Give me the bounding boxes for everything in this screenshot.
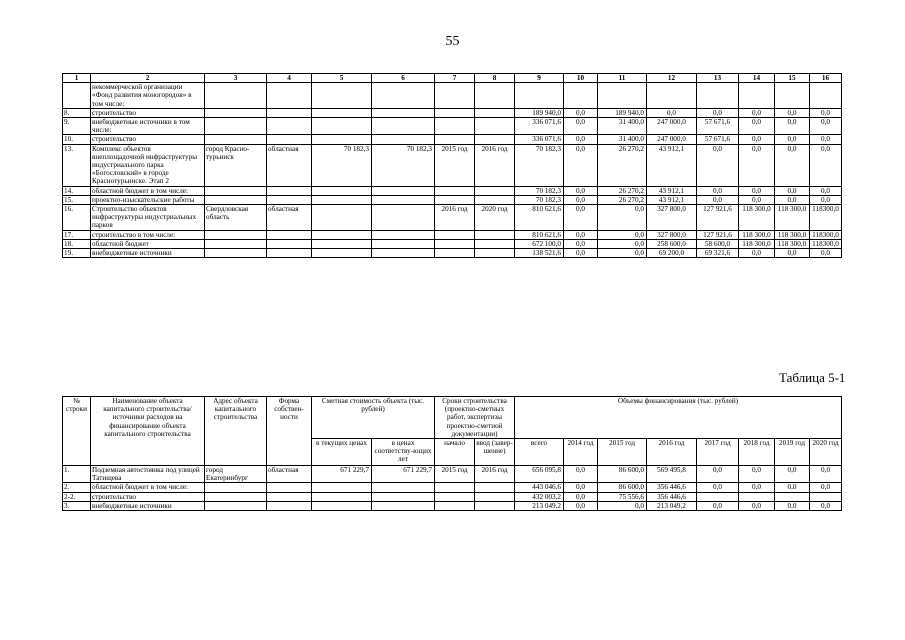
- table-cell: 26 270,2: [598, 144, 647, 186]
- table-cell: 1.: [63, 466, 91, 483]
- table-cell: 2-2.: [63, 492, 91, 501]
- table-row: [63, 230, 842, 239]
- table-cell: [205, 483, 267, 492]
- table-cell: областная: [267, 466, 312, 483]
- table-cell: [435, 118, 475, 135]
- table-cell: 656 095,8: [515, 466, 564, 483]
- table-cell: [435, 230, 475, 239]
- table-cell: [435, 249, 475, 258]
- table-row: [63, 249, 842, 258]
- table-cell: областная: [267, 205, 312, 231]
- table-cell: [435, 195, 475, 204]
- table-cell: 0,0: [697, 108, 739, 117]
- table-cell: [312, 108, 372, 117]
- header-year: 2018 год: [739, 439, 775, 466]
- table-cell: 0,0: [739, 186, 775, 195]
- table-cell: [205, 83, 267, 109]
- table-cell: 0,0: [810, 249, 842, 258]
- header-year: 2014 год: [564, 439, 598, 466]
- table-cell: 118 300,0: [739, 205, 775, 231]
- table-cell: [475, 230, 515, 239]
- table-cell: 0,0: [697, 144, 739, 186]
- table-cell: внебюджетные источники: [91, 249, 205, 258]
- table-cell: 0,0: [564, 249, 598, 258]
- table-cell: 118 300,0: [739, 230, 775, 239]
- table-row: [63, 144, 842, 186]
- table-cell: 0,0: [739, 195, 775, 204]
- table-cell: 0,0: [775, 466, 810, 483]
- table-cell: [435, 135, 475, 144]
- table-cell: 0,0: [810, 118, 842, 135]
- table-cell: 569 495,8: [647, 466, 697, 483]
- table-cell: [205, 186, 267, 195]
- table-cell: 0,0: [775, 501, 810, 510]
- table-cell: 0,0: [810, 135, 842, 144]
- table-cell: [372, 230, 435, 239]
- table-cell: 0,0: [564, 501, 598, 510]
- table-cell: внебюджетные источники: [91, 501, 205, 510]
- table-cell: 26 270,2: [598, 186, 647, 195]
- table-cell: [312, 249, 372, 258]
- table-cell: некоммерческой организации «Фонд развития моногородов» в том числе:: [91, 83, 205, 109]
- table-cell: 0,0: [598, 501, 647, 510]
- table-cell: 70 182,3: [515, 144, 564, 186]
- header-year: 2019 год: [775, 439, 810, 466]
- column-number: 13: [697, 74, 739, 83]
- table-cell: 127 921,6: [697, 205, 739, 231]
- table-cell: 18.: [63, 239, 91, 248]
- table-cell: 0,0: [739, 501, 775, 510]
- table-cell: [515, 83, 564, 109]
- table-cell: [435, 83, 475, 109]
- table-cell: 0,0: [810, 186, 842, 195]
- table-cell: [205, 108, 267, 117]
- table-cell: 10.: [63, 135, 91, 144]
- table-cell: 86 600,0: [598, 483, 647, 492]
- table-cell: 2.: [63, 483, 91, 492]
- table-row: [63, 501, 842, 510]
- table-cell: 0,0: [564, 118, 598, 135]
- table-cell: [372, 239, 435, 248]
- table-cell: 69 321,6: [697, 249, 739, 258]
- table-cell: 0,0: [775, 249, 810, 258]
- table-cell: 2016 год: [435, 205, 475, 231]
- table-cell: строительство: [91, 108, 205, 117]
- table-cell: [435, 501, 475, 510]
- table-row: [63, 83, 842, 109]
- table-cell: город Екатеринбург: [205, 466, 267, 483]
- header-start: начало: [435, 439, 475, 466]
- table-cell: 0,0: [564, 135, 598, 144]
- table-row: [63, 108, 842, 117]
- table-cell: 247 000,0: [647, 118, 697, 135]
- table-cell: 86 600,0: [598, 466, 647, 483]
- table-cell: [312, 135, 372, 144]
- table-cell: [739, 492, 775, 501]
- table-cell: [475, 249, 515, 258]
- table-cell: 0,0: [810, 466, 842, 483]
- table-cell: 70 182,3: [372, 144, 435, 186]
- table-cell: 43 912,1: [647, 144, 697, 186]
- table-cell: [475, 239, 515, 248]
- table-cell: город Красно-турьинск: [205, 144, 267, 186]
- column-number: 2: [91, 74, 205, 83]
- table-cell: [267, 501, 312, 510]
- table-row: [63, 186, 842, 195]
- table-cell: областной бюджет в том числе:: [91, 186, 205, 195]
- column-number: 12: [647, 74, 697, 83]
- table-cell: [435, 239, 475, 248]
- table-cell: 14.: [63, 186, 91, 195]
- table-cell: 15.: [63, 195, 91, 204]
- table-cell: 0,0: [775, 483, 810, 492]
- table-cell: [475, 118, 515, 135]
- table-cell: областной бюджет: [91, 239, 205, 248]
- table-cell: 0,0: [697, 501, 739, 510]
- column-number: 8: [475, 74, 515, 83]
- table-cell: [810, 83, 842, 109]
- table-cell: [475, 492, 515, 501]
- header-address: Адрес объекта капитального строительства: [205, 397, 267, 466]
- table-row: [63, 135, 842, 144]
- table-cell: 0,0: [810, 108, 842, 117]
- table-row: [63, 118, 842, 135]
- table-cell: [312, 195, 372, 204]
- table-cell: 0,0: [564, 483, 598, 492]
- table-cell: 0,0: [598, 239, 647, 248]
- table-cell: 0,0: [739, 249, 775, 258]
- table-cell: [372, 118, 435, 135]
- table-cell: 0,0: [564, 186, 598, 195]
- table-cell: [372, 195, 435, 204]
- table-cell: 672 100,0: [515, 239, 564, 248]
- table-cell: 0,0: [564, 195, 598, 204]
- table-cell: 75 556,6: [598, 492, 647, 501]
- table-cell: [205, 249, 267, 258]
- table-cell: 70 182,3: [515, 186, 564, 195]
- table-cell: [267, 186, 312, 195]
- table-cell: [475, 483, 515, 492]
- table-row: [63, 205, 842, 231]
- table-cell: 258 600,0: [647, 239, 697, 248]
- table-cell: 0,0: [810, 483, 842, 492]
- column-number: 15: [775, 74, 810, 83]
- table-cell: 0,0: [564, 108, 598, 117]
- table-cell: 0,0: [775, 195, 810, 204]
- header-cost-current: в текущих ценах: [312, 439, 372, 466]
- table-cell: [312, 230, 372, 239]
- table-cell: 138 521,6: [515, 249, 564, 258]
- table-cell: [312, 83, 372, 109]
- table-cell: [63, 83, 91, 109]
- column-number: 14: [739, 74, 775, 83]
- table-cell: [205, 135, 267, 144]
- table-cell: 2016 год: [475, 466, 515, 483]
- table-cell: [697, 492, 739, 501]
- table-cell: [739, 83, 775, 109]
- table-cell: строительство в том числе:: [91, 230, 205, 239]
- table-cell: 0,0: [564, 144, 598, 186]
- table-cell: 58 600,0: [697, 239, 739, 248]
- header-cost-relevant: в ценах соответству-ющих лет: [372, 439, 435, 466]
- table-cell: Строительство объектов инфраструктуры индустриальных парков: [91, 205, 205, 231]
- table-row: [63, 195, 842, 204]
- table-cell: 118 300,0: [775, 230, 810, 239]
- table-cell: 0,0: [598, 230, 647, 239]
- table-cell: 810 621,6: [515, 205, 564, 231]
- table-cell: 43 912,1: [647, 195, 697, 204]
- table-cell: [372, 483, 435, 492]
- table-cell: [372, 492, 435, 501]
- table-cell: 336 071,6: [515, 118, 564, 135]
- table-cell: [205, 195, 267, 204]
- table-cell: 118 300,0: [775, 239, 810, 248]
- table-cell: [205, 239, 267, 248]
- column-number: 3: [205, 74, 267, 83]
- table-cell: 127 921,6: [697, 230, 739, 239]
- table-cell: [312, 118, 372, 135]
- table-cell: [372, 501, 435, 510]
- table-cell: [475, 501, 515, 510]
- table-cell: 0,0: [810, 195, 842, 204]
- header-commission: ввод (завер-шение): [475, 439, 515, 466]
- column-number-row: [63, 74, 842, 83]
- table-cell: 671 229,7: [372, 466, 435, 483]
- table-cell: [475, 195, 515, 204]
- table-cell: 17.: [63, 230, 91, 239]
- table-cell: 0,0: [775, 118, 810, 135]
- table-cell: [435, 483, 475, 492]
- table-cell: проектно-изыскательские работы: [91, 195, 205, 204]
- table-cell: строительство: [91, 492, 205, 501]
- table-cell: [267, 492, 312, 501]
- table-cell: [372, 205, 435, 231]
- table-cell: 8.: [63, 108, 91, 117]
- table-cell: 13.: [63, 144, 91, 186]
- table-cell: 26 270,2: [598, 195, 647, 204]
- table-cell: 0,0: [739, 483, 775, 492]
- table-cell: 356 446,6: [647, 483, 697, 492]
- table-cell: 0,0: [739, 466, 775, 483]
- table-cell: [267, 239, 312, 248]
- table-cell: 43 912,1: [647, 186, 697, 195]
- table-cell: областная: [267, 144, 312, 186]
- table-row: [63, 483, 842, 492]
- table-cell: [372, 186, 435, 195]
- header-year: 2017 год: [697, 439, 739, 466]
- capital-construction-table: [62, 396, 842, 511]
- table-cell: [647, 83, 697, 109]
- table-cell: [775, 492, 810, 501]
- table-cell: [312, 239, 372, 248]
- table-cell: [267, 249, 312, 258]
- table-cell: 213 049,2: [515, 501, 564, 510]
- column-number: 11: [598, 74, 647, 83]
- table-cell: [267, 118, 312, 135]
- table-cell: 0,0: [697, 466, 739, 483]
- header-funding: Объемы финансирования (тыс. рублей): [515, 397, 842, 439]
- table-cell: 2015 год: [435, 144, 475, 186]
- table-cell: [435, 108, 475, 117]
- table-cell: [267, 83, 312, 109]
- table-cell: 810 621,6: [515, 230, 564, 239]
- table-cell: [312, 205, 372, 231]
- table-cell: 16.: [63, 205, 91, 231]
- table-cell: 0,0: [810, 144, 842, 186]
- table-cell: 70 182,3: [312, 144, 372, 186]
- column-number: 5: [312, 74, 372, 83]
- table-cell: 0,0: [739, 144, 775, 186]
- table-header-row: [63, 397, 842, 439]
- table-cell: 2015 год: [435, 466, 475, 483]
- table-cell: 69 200,0: [647, 249, 697, 258]
- table-cell: 0,0: [564, 239, 598, 248]
- table-cell: 118300,0: [810, 239, 842, 248]
- table-cell: 31 400,0: [598, 118, 647, 135]
- table-cell: 118 300,0: [775, 205, 810, 231]
- table-cell: 118 300,0: [739, 239, 775, 248]
- table-cell: [475, 83, 515, 109]
- table-cell: [810, 492, 842, 501]
- continuation-table: [62, 73, 842, 258]
- table-cell: 247 000,0: [647, 135, 697, 144]
- table-cell: [312, 492, 372, 501]
- header-year: 2015 год: [598, 439, 647, 466]
- table-cell: [775, 83, 810, 109]
- table-cell: [205, 492, 267, 501]
- table-cell: [475, 135, 515, 144]
- table-cell: Свердловская область: [205, 205, 267, 231]
- table-cell: 57 671,6: [697, 118, 739, 135]
- header-year: 2020 год: [810, 439, 842, 466]
- table-cell: 118300,0: [810, 205, 842, 231]
- table-cell: [564, 83, 598, 109]
- header-object-name: Наименование объекта капитального строительства/ источники расходов на финансирование объекта капитального строительства: [91, 397, 205, 466]
- table-cell: Комплекс объектов внеплощадочной инфраструктуры индустриального парка «Богословский» в городе Краснотурьинске. Этап 2: [91, 144, 205, 186]
- table-cell: 57 671,6: [697, 135, 739, 144]
- table-cell: [475, 186, 515, 195]
- header-row-number: № строки: [63, 397, 91, 466]
- column-number: 16: [810, 74, 842, 83]
- table-cell: 0,0: [598, 249, 647, 258]
- table-cell: областной бюджет в том числе:: [91, 483, 205, 492]
- column-number: 9: [515, 74, 564, 83]
- table-row: [63, 492, 842, 501]
- column-number: 10: [564, 74, 598, 83]
- table-cell: 443 046,6: [515, 483, 564, 492]
- table-cell: [372, 83, 435, 109]
- table-cell: 0,0: [810, 501, 842, 510]
- header-total: всего: [515, 439, 564, 466]
- table-cell: 0,0: [739, 118, 775, 135]
- table-cell: 0,0: [739, 135, 775, 144]
- table-cell: 0,0: [775, 108, 810, 117]
- table-cell: 356 446,6: [647, 492, 697, 501]
- table-cell: [205, 118, 267, 135]
- table-cell: 189 940,0: [598, 108, 647, 117]
- table-cell: [435, 186, 475, 195]
- table-cell: [205, 501, 267, 510]
- table-cell: [435, 492, 475, 501]
- table-cell: 0,0: [598, 205, 647, 231]
- table-cell: [267, 230, 312, 239]
- table-cell: 31 400,0: [598, 135, 647, 144]
- table-cell: 9.: [63, 118, 91, 135]
- table-cell: 19.: [63, 249, 91, 258]
- table-cell: [475, 108, 515, 117]
- table-cell: 327 800,0: [647, 230, 697, 239]
- table-row: [63, 239, 842, 248]
- table-row: [63, 466, 842, 483]
- table-cell: 0,0: [647, 108, 697, 117]
- column-number: 4: [267, 74, 312, 83]
- column-number: 6: [372, 74, 435, 83]
- table-cell: 118300,0: [810, 230, 842, 239]
- table-cell: [697, 83, 739, 109]
- table-cell: [312, 186, 372, 195]
- table-cell: [372, 108, 435, 117]
- table-cell: [312, 483, 372, 492]
- table-cell: [598, 83, 647, 109]
- table-cell: [267, 108, 312, 117]
- table-cell: [267, 483, 312, 492]
- header-estimated-cost: Сметная стоимость объекта (тыс. рублей): [312, 397, 435, 439]
- table-cell: 0,0: [564, 205, 598, 231]
- table-cell: 327 800,0: [647, 205, 697, 231]
- table-cell: 0,0: [775, 144, 810, 186]
- header-ownership: Форма собствен-ности: [267, 397, 312, 466]
- table-cell: 3.: [63, 501, 91, 510]
- table-cell: 0,0: [564, 466, 598, 483]
- table-cell: 0,0: [564, 492, 598, 501]
- table-cell: 0,0: [564, 230, 598, 239]
- table-cell: [372, 249, 435, 258]
- table-cell: [267, 195, 312, 204]
- table-cell: 0,0: [739, 108, 775, 117]
- page-number: 55: [445, 34, 460, 49]
- table-cell: 432 003,2: [515, 492, 564, 501]
- table-cell: Подземная автостоянка под улицей Татищева: [91, 466, 205, 483]
- column-number: 7: [435, 74, 475, 83]
- table-cell: 0,0: [697, 483, 739, 492]
- table-cell: 0,0: [775, 186, 810, 195]
- table-cell: 189 940,0: [515, 108, 564, 117]
- table-cell: внебюджетные источники в том числе:: [91, 118, 205, 135]
- table-cell: [312, 501, 372, 510]
- table-cell: 2020 год: [475, 205, 515, 231]
- table-title: Таблица 5-1: [779, 370, 846, 385]
- table-cell: 0,0: [697, 195, 739, 204]
- table-cell: 671 229,7: [312, 466, 372, 483]
- table-cell: 0,0: [697, 186, 739, 195]
- header-terms: Сроки строительства (проектно-сметных работ, экспертизы проектно-сметной документации): [435, 397, 515, 439]
- table-cell: [205, 230, 267, 239]
- header-year: 2016 год: [647, 439, 697, 466]
- table-cell: [372, 135, 435, 144]
- column-number: 1: [63, 74, 91, 83]
- table-cell: 0,0: [775, 135, 810, 144]
- table-cell: строительство: [91, 135, 205, 144]
- table-cell: 213 049,2: [647, 501, 697, 510]
- table-cell: [267, 135, 312, 144]
- table-cell: 70 182,3: [515, 195, 564, 204]
- table-cell: 2016 год: [475, 144, 515, 186]
- table-cell: 336 071,6: [515, 135, 564, 144]
